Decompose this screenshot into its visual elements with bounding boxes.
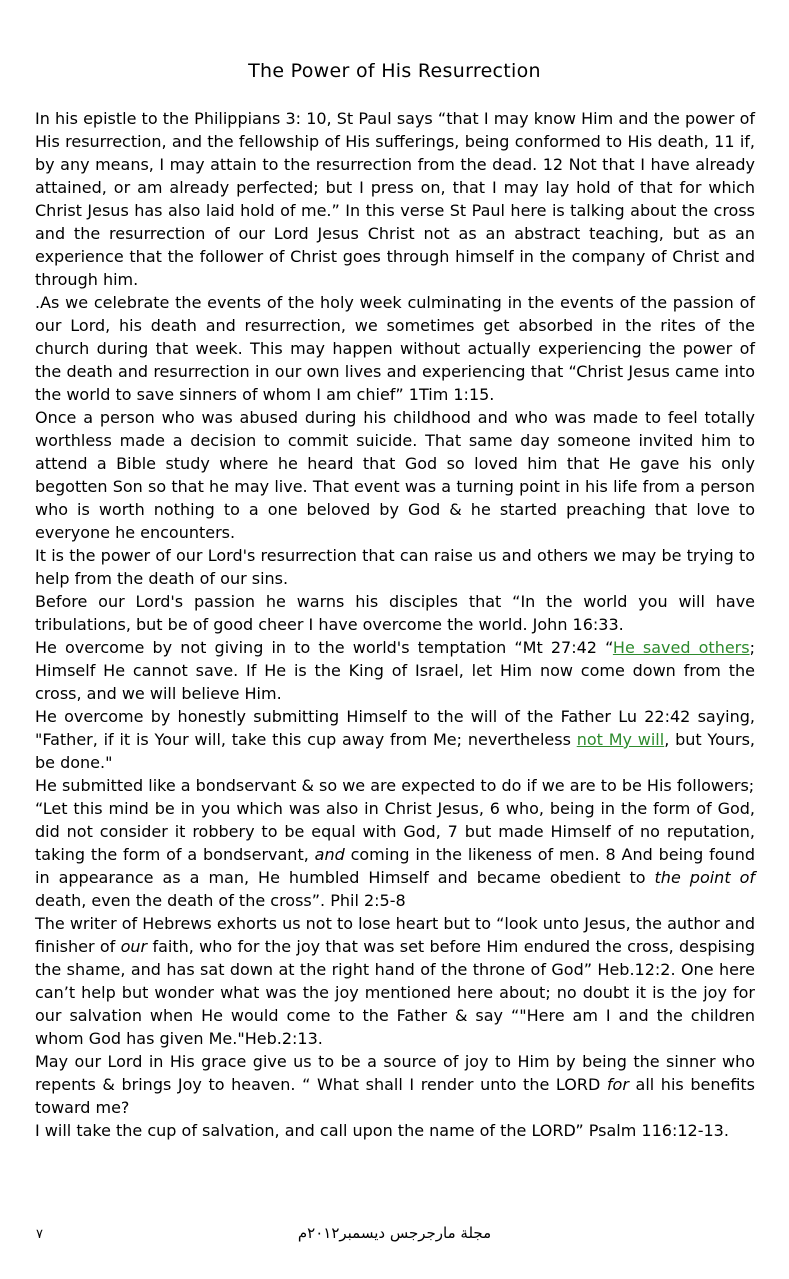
body-text: .As we celebrate the events of the holy week culminating in the events of the passion of our Lord, his death and resurrection, we sometimes get absorbed in the rites of the church during that week. This may happen without actually experiencing the power of the death and resurrection in our own lives and experiencing that “Christ Jesus came into the world to save sinners of whom I am chief” 1Tim 1:15. xyxy=(35,293,755,404)
body-text: Before our Lord's passion he warns his disciples that “In the world you will have tribulations, but be of good cheer I have overcome the world. John 16:33. xyxy=(35,592,755,634)
article-paragraph xyxy=(35,406,755,544)
body-text: In his epistle to the Philippians 3: 10, St Paul says “that I may know Him and the power of His resurrection, and the fellowship of His sufferings, being conformed to His death, 11 if, by any means, I may attain to the resurrection from the dead. 12 Not that I have already attained, or am already perfected; but I press on, that I may lay hold of that for which Christ Jesus has also laid hold of me.” In this verse St Paul here is talking about the cross and the resurrection of our Lord Jesus Christ not as an abstract teaching, but as an experience that the follower of Christ goes through himself in the company of Christ and through him. xyxy=(35,109,755,289)
article-paragraph xyxy=(35,797,755,912)
article-paragraph xyxy=(35,1050,755,1119)
article-paragraph xyxy=(35,291,755,406)
article-paragraph xyxy=(35,1119,755,1142)
article-paragraph xyxy=(35,544,755,590)
page-footer xyxy=(0,1224,789,1258)
body-text: coming in the likeness of men. 8 And being found in appearance as a man, He humbled Himself and became obedient to xyxy=(35,845,755,887)
article-paragraph xyxy=(35,107,755,291)
body-text: The writer of Hebrews exhorts us not to lose heart but to “look unto Jesus, the author and finisher of xyxy=(35,914,756,956)
body-text: death, even the death of the cross”. Phil 2:5-8 xyxy=(35,891,406,910)
emphasis-text: our xyxy=(120,937,148,956)
body-text: It is the power of our Lord's resurrection that can raise us and others we may be trying to help from the death of our sins. xyxy=(35,546,755,588)
article-paragraph xyxy=(35,774,755,797)
body-text: ; Himself He cannot save. If He is the King of Israel, let Him now come down from the cross, and we will believe Him. xyxy=(35,638,755,703)
body-text: He submitted like a bondservant & so we are expected to do if we are to be His followers; xyxy=(35,776,755,795)
body-text: “Let this mind be in you which was also in Christ Jesus, 6 who, being in the form of God, did not consider it robbery to be equal with God, 7 but made Himself of no reputation, taking the form of a bondservant, xyxy=(35,799,755,864)
body-text: He overcome by honestly submitting Himself to the will of the Father Lu 22:42 saying, "Father, if it is Your will, take this cup away from Me; nevertheless xyxy=(35,707,755,749)
emphasis-text: and xyxy=(314,845,345,864)
footer-magazine-title: مجلة مارجرجس ديسمبر٢٠١٢م xyxy=(297,1224,492,1242)
scripture-link[interactable]: He saved others xyxy=(612,638,750,657)
footer-page-number: ٧ xyxy=(36,1227,43,1242)
article-paragraph xyxy=(35,705,755,774)
body-text: I will take the cup of salvation, and call upon the name of the LORD” Psalm 116:12-13. xyxy=(35,1121,729,1140)
emphasis-text: for xyxy=(606,1075,629,1094)
body-text: , but Yours, be done." xyxy=(35,730,756,772)
article-title: The Power of His Resurrection xyxy=(248,60,541,82)
article-body xyxy=(35,107,755,1142)
body-text: faith, who for the joy that was set before Him endured the cross, despising the shame, and has sat down at the right hand of the throne of God” Heb.12:2. One here can’t help but wonder what was the joy mentioned here about; no doubt it is the joy for our salvation when He would come to the Father & say “"Here am I and the children whom God has given Me."Heb.2:13. xyxy=(35,937,756,1048)
body-text: all his benefits toward me? xyxy=(35,1075,756,1117)
body-text: Once a person who was abused during his childhood and who was made to feel totally worthless made a decision to commit suicide. That same day someone invited him to attend a Bible study where he heard that God so loved him that He gave his only begotten Son so that he may live. That event was a turning point in his life from a person who is worth nothing to a one beloved by God & he started preaching that love to everyone he encounters. xyxy=(35,408,755,542)
body-text: May our Lord in His grace give us to be a source of joy to Him by being the sinner who repents & brings Joy to heaven. “ What shall I render unto the LORD xyxy=(35,1052,755,1094)
article-paragraph xyxy=(35,590,755,636)
emphasis-text: the point of xyxy=(654,868,756,887)
article-paragraph xyxy=(35,636,755,705)
scripture-link[interactable]: not My will xyxy=(576,730,665,749)
article-paragraph xyxy=(35,912,755,1050)
body-text: He overcome by not giving in to the world's temptation “Mt 27:42 “ xyxy=(35,638,613,657)
